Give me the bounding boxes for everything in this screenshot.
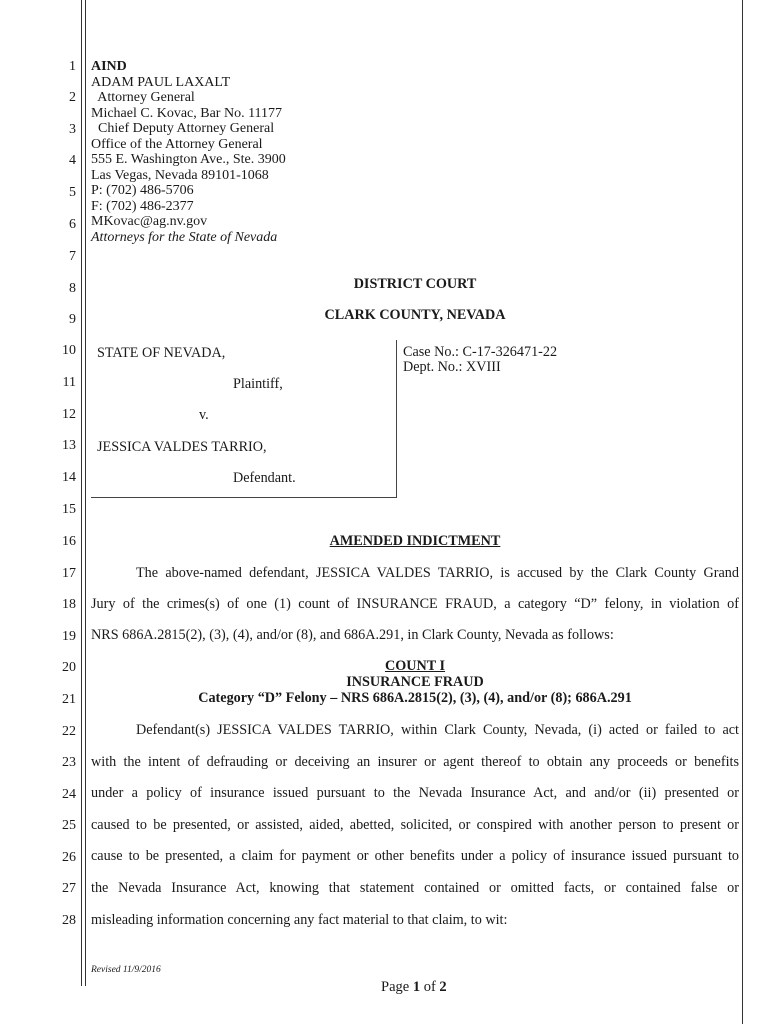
count-category: Category “D” Felony – NRS 686A.2815(2), (3), (4), and/or (8); 686A.291 <box>198 690 632 706</box>
versus: v. <box>199 407 209 423</box>
line-number: 10 <box>62 343 76 358</box>
line-number: 1 <box>69 59 76 74</box>
defendant-name: JESSICA VALDES TARRIO, <box>97 439 267 455</box>
line-number: 22 <box>62 724 76 739</box>
line-number: 5 <box>69 185 76 200</box>
dept-number: Dept. No.: XVIII <box>403 359 501 375</box>
left-margin-rule-inner <box>85 0 86 986</box>
count-line: caused to be presented, or assisted, aided, abetted, solicited, or conspired with another person to present or <box>91 817 739 833</box>
line-number: 17 <box>62 566 76 581</box>
count-line: with the intent of defrauding or deceiving an insurer or agent thereof to obtain any proceeds or benefits <box>91 754 739 770</box>
case-number: Case No.: C-17-326471-22 <box>403 344 558 360</box>
line-number: 27 <box>62 881 76 896</box>
line-number: 12 <box>62 407 76 422</box>
page-of-label: of <box>423 979 436 995</box>
page-label: Page <box>381 979 410 995</box>
attorney-header-line: F: (702) 486-2377 <box>91 198 194 214</box>
line-number: 8 <box>69 281 76 296</box>
line-number: 6 <box>69 217 76 232</box>
line-number: 28 <box>62 913 76 928</box>
attorney-email: MKovac@ag.nv.gov <box>91 214 208 229</box>
defendant-role: Defendant. <box>233 470 296 486</box>
revised-date: Revised 11/9/2016 <box>91 965 161 975</box>
intro-line: NRS 686A.2815(2), (3), (4), and/or (8), and 686A.291, in Clark County, Nevada as follows: <box>91 627 614 643</box>
caption-divider-horizontal <box>91 497 397 498</box>
line-number: 9 <box>69 312 76 327</box>
attorney-header-line: ADAM PAUL LAXALT <box>91 74 231 90</box>
line-number: 25 <box>62 818 76 833</box>
doc-code: AIND <box>91 59 127 74</box>
attorney-header-line: Attorney General <box>91 90 195 105</box>
line-number: 14 <box>62 470 76 485</box>
line-number: 3 <box>69 122 76 137</box>
right-margin-rule <box>742 0 743 1024</box>
intro-line: The above-named defendant, JESSICA VALDES TARRIO, is accused by the Clark County Grand <box>136 565 739 581</box>
line-number: 19 <box>62 629 76 644</box>
caption-divider-vertical <box>396 340 397 498</box>
intro-line: Jury of the crimes(s) of one (1) count of INSURANCE FRAUD, a category “D” felony, in violation of <box>91 596 739 612</box>
count-line: misleading information concerning any fact material to that claim, to wit: <box>91 912 508 928</box>
count-line: Defendant(s) JESSICA VALDES TARRIO, within Clark County, Nevada, (i) acted or failed to act <box>136 722 739 738</box>
line-number: 21 <box>62 692 76 707</box>
left-margin-rule <box>81 0 82 986</box>
line-number: 15 <box>62 502 76 517</box>
count-line: under a policy of insurance issued pursuant to the Nevada Insurance Act, and and/or (ii) presented or <box>91 785 739 801</box>
document-title: AMENDED INDICTMENT <box>329 533 501 549</box>
attorneys-for: Attorneys for the State of Nevada <box>91 229 278 245</box>
attorney-header-line: 555 E. Washington Ave., Ste. 3900 <box>91 152 286 167</box>
attorney-header-line: Chief Deputy Attorney General <box>91 121 275 136</box>
line-number: 23 <box>62 755 76 770</box>
page-total: 2 <box>439 979 447 995</box>
count-heading: COUNT I <box>384 658 446 674</box>
line-number: 4 <box>69 153 76 168</box>
line-number: 26 <box>62 850 76 865</box>
count-subheading: INSURANCE FRAUD <box>346 674 484 690</box>
plaintiff-role: Plaintiff, <box>233 376 283 392</box>
attorney-header-line: Las Vegas, Nevada 89101-1068 <box>91 167 269 183</box>
line-number: 11 <box>62 375 76 390</box>
page-indicator <box>381 979 447 996</box>
line-number: 20 <box>62 660 76 675</box>
attorney-header-line: P: (702) 486-5706 <box>91 183 194 198</box>
page-number: 1 <box>412 979 421 995</box>
attorney-header-line: Michael C. Kovac, Bar No. 11177 <box>91 105 283 121</box>
count-line: cause to be presented, a claim for payment or other benefits under a policy of insurance issued pursuant to <box>91 848 739 864</box>
line-number: 13 <box>62 438 76 453</box>
court-county: CLARK COUNTY, NEVADA <box>324 307 506 323</box>
plaintiff-name: STATE OF NEVADA, <box>97 345 226 361</box>
line-number: 18 <box>62 597 76 612</box>
court-name: DISTRICT COURT <box>353 276 477 292</box>
line-number: 7 <box>69 249 76 264</box>
attorney-header-line: Office of the Attorney General <box>91 136 263 152</box>
line-number: 16 <box>62 534 76 549</box>
line-number: 2 <box>69 90 76 105</box>
count-line: the Nevada Insurance Act, knowing that statement contained or omitted facts, or contained false or <box>91 880 739 896</box>
line-number: 24 <box>62 787 76 802</box>
